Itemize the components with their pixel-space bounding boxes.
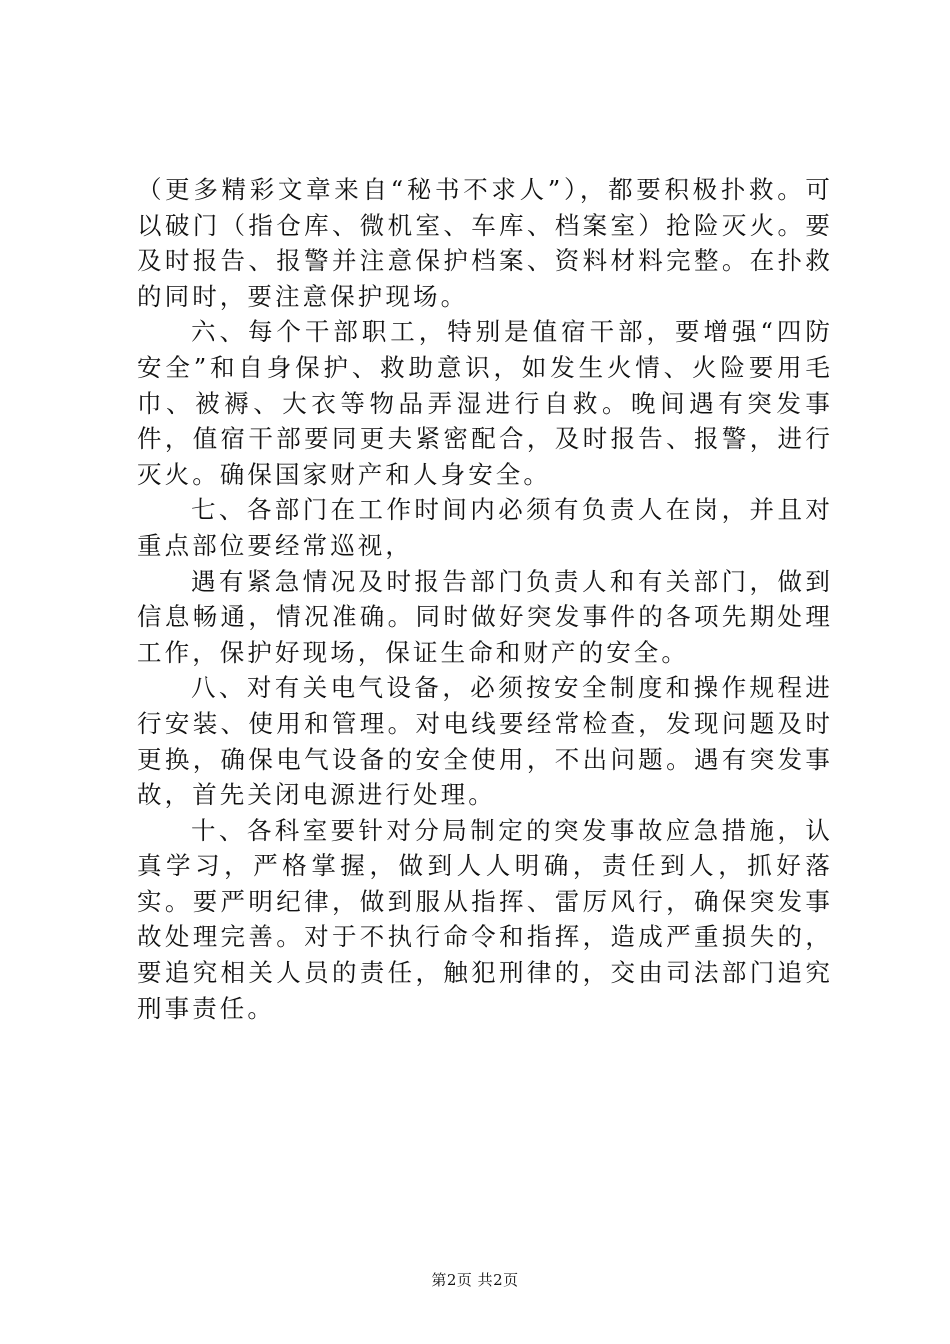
paragraph-item-eight: 八、对有关电气设备，必须按安全制度和操作规程进行安装、使用和管理。对电线要经常检查，发现问题及时更换，确保电气设备的安全使用，不出问题。遇有突发事故，首先关闭电源进行处理。 <box>137 673 833 810</box>
document-body <box>137 172 833 1026</box>
paragraph-item-seven-continued: 遇有紧急情况及时报告部门负责人和有关部门，做到信息畅通，情况准确。同时做好突发事件的各项先期处理工作，保护好现场，保证生命和财产的安全。 <box>137 566 833 667</box>
page-number-footer: 第2页 共2页 <box>431 1271 519 1289</box>
paragraph-continuation: （更多精彩文章来自“秘书不求人”），都要积极扑救。可以破门（指仓库、微机室、车库、档案室）抢险灭火。要及时报告、报警并注意保护档案、资料材料完整。在扑救的同时，要注意保护现场。 <box>137 175 833 311</box>
paragraph-item-six: 六、每个干部职工，特别是值宿干部，要增强“四防安全”和自身保护、救助意识，如发生火情、火险要用毛巾、被褥、大衣等物品弄湿进行自救。晚间遇有突发事件，值宿干部要同更夫紧密配合，及时报告、报警，进行灭火。确保国家财产和人身安全。 <box>137 317 833 489</box>
paragraph-item-seven: 七、各部门在工作时间内必须有负责人在岗，并且对重点部位要经常巡视， <box>137 495 833 560</box>
paragraph-item-ten: 十、各科室要针对分局制定的突发事故应急措施，认真学习，严格掌握，做到人人明确，责任到人，抓好落实。要严明纪律，做到服从指挥、雷厉风行，确保突发事故处理完善。对于不执行命令和指挥，造成严重损失的，要追究相关人员的责任，触犯刑律的，交由司法部门追究刑事责任。 <box>137 815 833 1023</box>
